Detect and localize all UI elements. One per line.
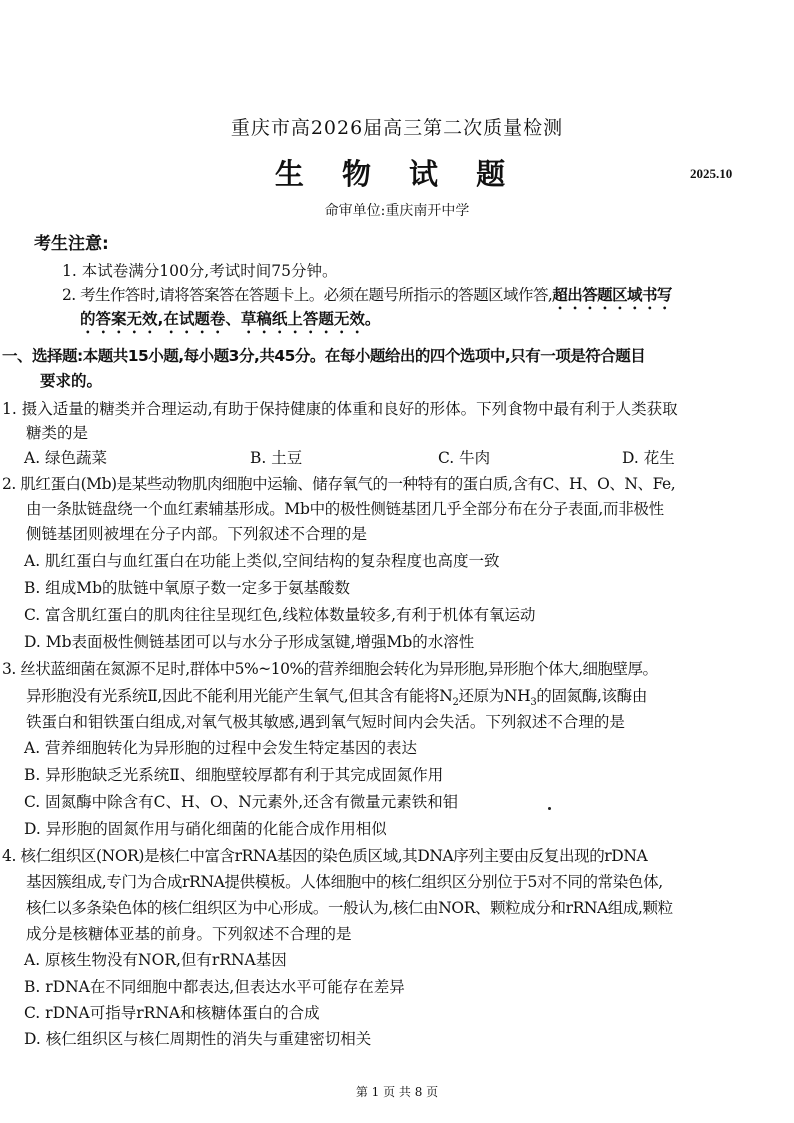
notice-item-2-cont bbox=[80, 307, 380, 337]
question-1-option-a: A. 绿色蔬菜 bbox=[24, 449, 108, 467]
question-2-option-b: B. 组成Mb的肽链中氧原子数一定多于氨基酸数 bbox=[24, 579, 351, 597]
notice-title: 考生注意: bbox=[34, 234, 109, 254]
question-2-stem-cont-1: 由一条肽链盘绕一个血红素辅基形成。Mb中的极性侧链基团几乎全部分布在分子表面,而非极性 bbox=[26, 500, 664, 518]
notice-item-2-emphasis: 超出答题区域书写 bbox=[552, 286, 672, 304]
notice-item-2-emphasis-cont: 的答案无效,在试题卷、草稿纸上答题无效。 bbox=[80, 310, 381, 328]
question-1-stem: 1. 摄入适量的糖类并合理运动,有助于保持健康的体重和良好的形体。下列食物中最有利于人类获取 bbox=[2, 400, 678, 418]
scan-speck bbox=[548, 807, 551, 810]
section-1-heading-cont: 要求的。 bbox=[40, 372, 103, 390]
question-4-option-a: A. 原核生物没有NOR,但有rRNA基因 bbox=[24, 951, 287, 969]
page-title: 生 物 试 题 bbox=[274, 157, 520, 191]
question-3-text-c: 的固氮酶,该酶由 bbox=[536, 687, 647, 705]
question-2-stem-cont-2: 侧链基团则被埋在分子内部。下列叙述不合理的是 bbox=[26, 525, 368, 543]
subscript-2: 2 bbox=[452, 697, 459, 709]
question-3-text-b: 还原为NH bbox=[458, 687, 531, 705]
question-2-option-a: A. 肌红蛋白与血红蛋白在功能上类似,空间结构的复杂程度也高度一致 bbox=[24, 552, 500, 570]
notice-item-2-text: 2. 考生作答时,请将答案答在答题卡上。必须在题号所指示的答题区域作答, bbox=[62, 286, 553, 304]
page-footer: 第 1 页 共 8 页 bbox=[355, 1085, 439, 1099]
question-3-stem: 3. 丝状蓝细菌在氮源不足时,群体中5%~10%的营养细胞会转化为异形胞,异形胞个体大,细胞壁厚。 bbox=[2, 660, 658, 678]
question-3-stem-cont-1 bbox=[26, 684, 647, 708]
question-4-stem-cont-1: 基因簇组成,专门为合成rRNA提供模板。人体细胞中的核仁组织区分别位于5对不同的常染色体, bbox=[26, 873, 663, 891]
notice-item-1: 1. 本试卷满分100分,考试时间75分钟。 bbox=[62, 262, 338, 280]
question-3-text-a: 异形胞没有光系统Ⅱ,因此不能利用光能产生氧气,但其含有能将N bbox=[26, 687, 453, 705]
question-3-stem-cont-2: 铁蛋白和钼铁蛋白组成,对氧气极其敏感,遇到氧气短时间内会失活。下列叙述不合理的是 bbox=[26, 713, 625, 731]
question-3-option-b: B. 异形胞缺乏光系统Ⅱ、细胞壁较厚都有利于其完成固氮作用 bbox=[24, 766, 444, 784]
question-4-stem: 4. 核仁组织区(NOR)是核仁中富含rRNA基因的染色质区域,其DNA序列主要由反复出现的rDNA bbox=[2, 847, 648, 865]
question-1-option-d: D. 花生 bbox=[622, 449, 675, 467]
question-3-option-a: A. 营养细胞转化为异形胞的过程中会发生特定基因的表达 bbox=[24, 739, 418, 757]
question-2-option-c: C. 富含肌红蛋白的肌肉往往呈现红色,线粒体数量较多,有利于机体有氧运动 bbox=[24, 606, 536, 624]
question-4-option-b: B. rDNA在不同细胞中都表达,但表达水平可能存在差异 bbox=[24, 978, 405, 996]
question-4-stem-cont-3: 成分是核糖体亚基的前身。下列叙述不合理的是 bbox=[26, 925, 352, 943]
subscript-3: 3 bbox=[530, 697, 537, 709]
exam-name: 重庆市高2026届高三第二次质量检测 bbox=[230, 117, 564, 139]
question-3-option-c: C. 固氮酶中除含有C、H、O、N元素外,还含有微量元素铁和钼 bbox=[24, 793, 459, 811]
question-4-stem-cont-2: 核仁以多条染色体的核仁组织区为中心形成。一般认为,核仁由NOR、颗粒成分和rRNA组成,颗粒 bbox=[26, 899, 673, 917]
question-3-option-d: D. 异形胞的固氮作用与硝化细菌的化能合成作用相似 bbox=[24, 820, 387, 838]
question-1-option-b: B. 土豆 bbox=[250, 449, 303, 467]
question-4-option-d: D. 核仁组织区与核仁周期性的消失与重建密切相关 bbox=[24, 1030, 372, 1048]
question-1-stem-cont: 糖类的是 bbox=[26, 424, 89, 442]
question-4-option-c: C. rDNA可指导rRNA和核糖体蛋白的合成 bbox=[24, 1004, 320, 1022]
setting-unit: 命审单位:重庆南开中学 bbox=[324, 203, 470, 219]
section-1-heading: 一、选择题:本题共15小题,每小题3分,共45分。在每小题给出的四个选项中,只有一项是符合题目 bbox=[2, 347, 646, 365]
question-2-stem: 2. 肌红蛋白(Mb)是某些动物肌肉细胞中运输、储存氧气的一种特有的蛋白质,含有C、H、O、N、Fe, bbox=[2, 475, 676, 493]
question-1-option-c: C. 牛肉 bbox=[438, 449, 491, 467]
question-2-option-d: D. Mb表面极性侧链基团可以与水分子形成氢键,增强Mb的水溶性 bbox=[24, 633, 475, 651]
exam-date: 2025.10 bbox=[690, 166, 733, 181]
